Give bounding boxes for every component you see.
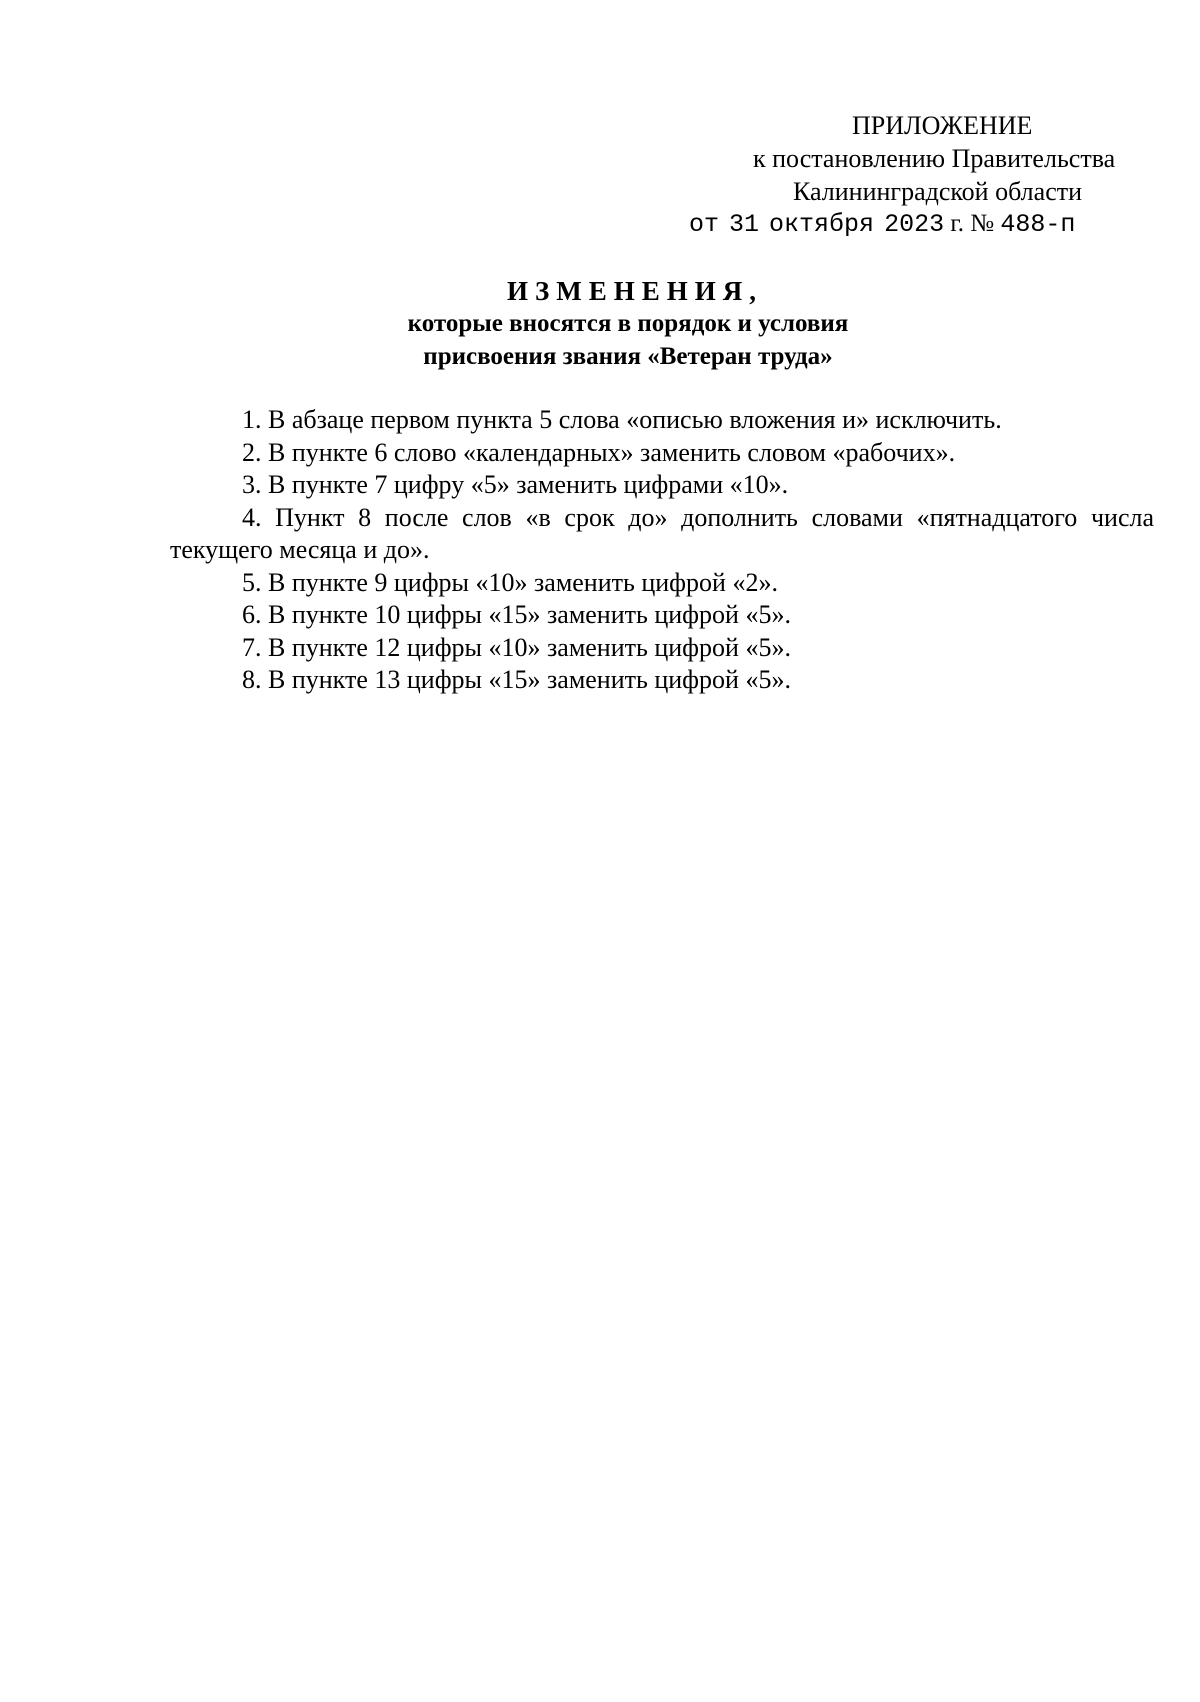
document-subtitle-line-2: присвоения звания «Ветеран труда»	[423, 343, 833, 370]
appendix-reference-line: к постановлению Правительства	[753, 144, 1116, 173]
appendix-date-line	[689, 208, 1075, 241]
document-subtitle-line-1: которые вносятся в порядок и условия	[407, 310, 849, 337]
amendment-item: 6. В пункте 10 цифры «15» заменить цифрой «5».	[242, 600, 791, 629]
amendment-item: 2. В пункте 6 слово «календарных» заменить словом «рабочих».	[242, 437, 956, 467]
amendment-item: 8. В пункте 13 цифры «15» заменить цифрой «5».	[242, 665, 791, 694]
date-year-suffix: г. №	[950, 210, 995, 237]
date-day: 31	[729, 210, 760, 239]
amendment-item: 7. В пункте 12 цифры «10» заменить цифрой «5».	[242, 632, 791, 662]
date-month: октября	[769, 210, 875, 239]
date-prefix: от	[689, 210, 720, 239]
date-year: 2023	[884, 210, 945, 239]
amendment-item: 5. В пункте 9 цифры «10» заменить цифрой «2».	[242, 567, 778, 597]
amendment-item: 3. В пункте 7 цифру «5» заменить цифрами «10».	[242, 470, 789, 499]
document-number: 488-п	[1000, 210, 1076, 239]
amendments-list	[170, 404, 1154, 697]
appendix-title: ПРИЛОЖЕНИЕ	[852, 111, 1033, 140]
appendix-region-line: Калининградской области	[793, 177, 1083, 206]
document-heading: ИЗМЕНЕНИЯ,	[506, 276, 763, 306]
amendment-item: 1. В абзаце первом пункта 5 слова «описью вложения и» исключить.	[242, 405, 1002, 434]
amendment-item: 4. Пункт 8 после слов «в срок до» дополнить словами «пятнадцатого числа текущего месяца и до».	[170, 502, 1154, 564]
